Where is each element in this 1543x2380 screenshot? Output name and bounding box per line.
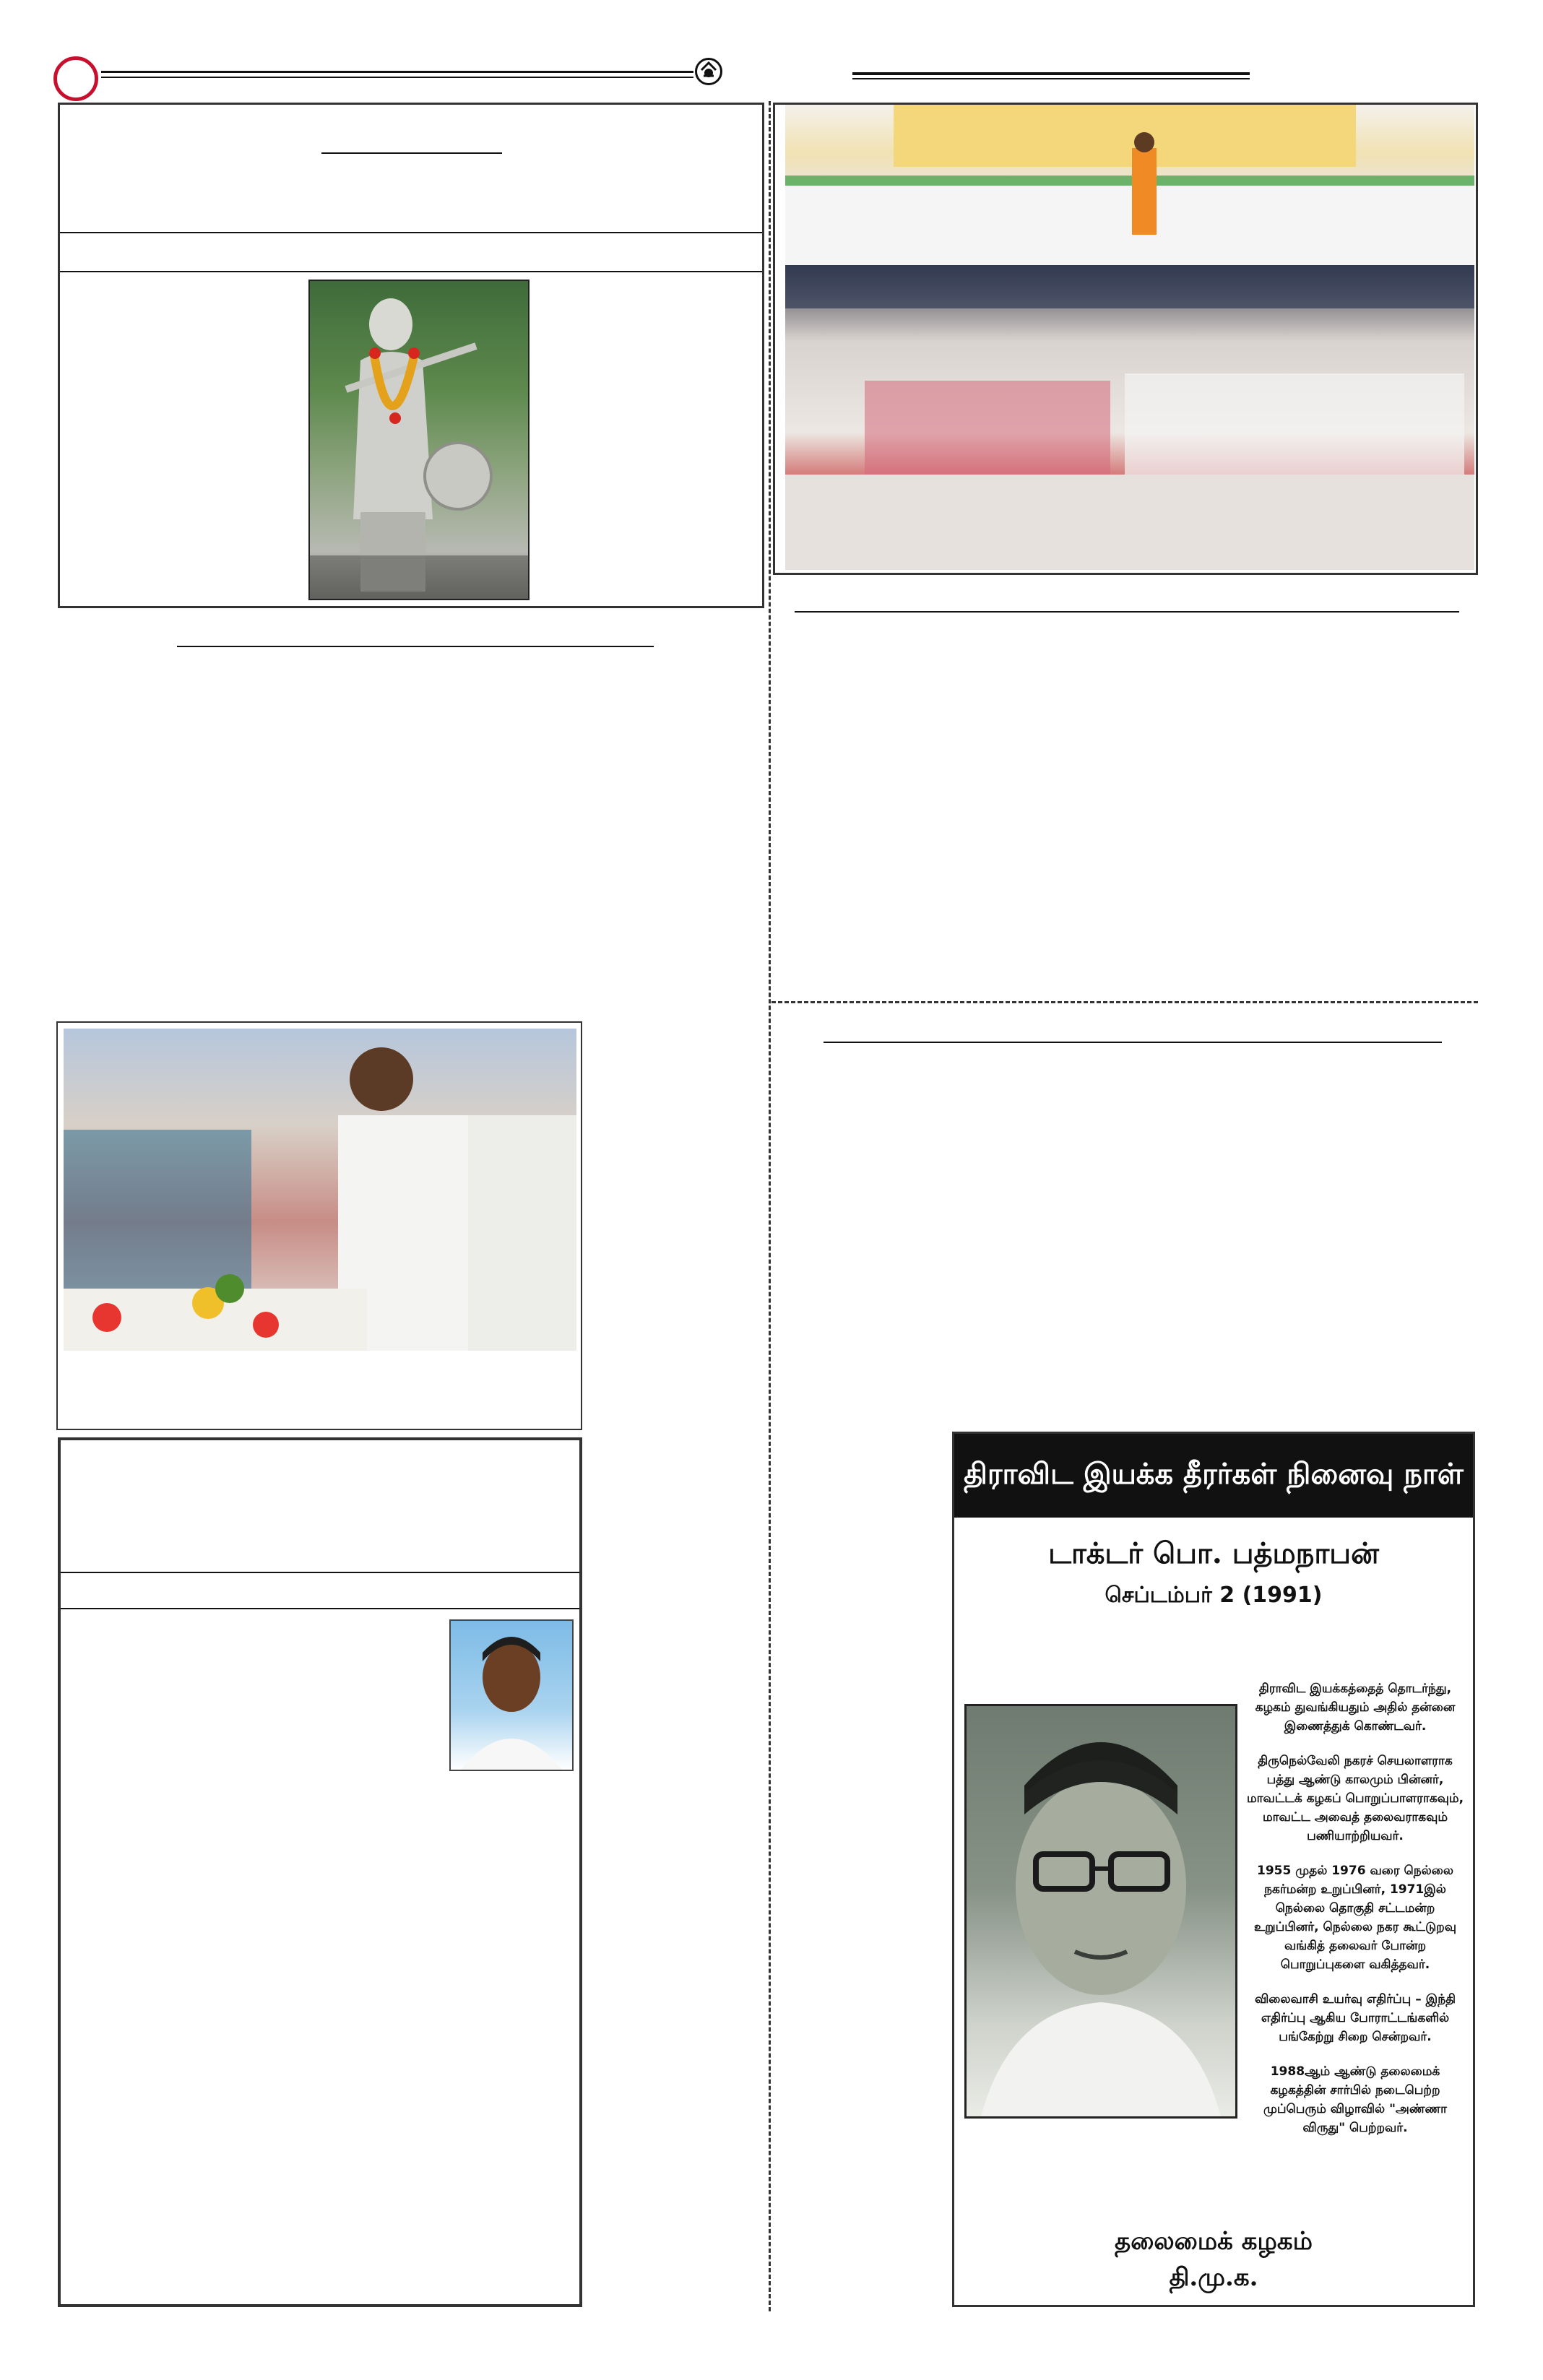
meeting-audience-photo (785, 265, 1474, 570)
rising-sun-emblem-icon (695, 58, 722, 85)
portrait-photo (449, 1619, 574, 1771)
box-divider (61, 1572, 579, 1573)
article-heading-rule (795, 611, 1459, 613)
party-logo-circle-icon (53, 56, 98, 101)
memorial-date: செப்டம்பர் 2 (1991) (1105, 1583, 1323, 1608)
box-heading-rule (321, 152, 502, 154)
masthead-rule (101, 71, 693, 73)
condolence-photo-box (56, 1021, 582, 1430)
memorial-header-text: திராவிட இயக்க தீரர்கள் நினைவு நாள் (964, 1457, 1464, 1491)
portrait-article-box (58, 1437, 582, 2307)
section-separator (772, 1001, 1478, 1003)
memorial-portrait-photo (964, 1704, 1237, 2119)
memorial-header (954, 1434, 1473, 1518)
memorial-bio-paragraph: விலைவாசி உயர்வு எதிர்ப்பு – இந்தி எதிர்ப்பு ஆகிய போராட்டங்களில் பங்கேற்று சிறை சென்றவர். (1254, 1992, 1456, 2044)
article-heading-rule (824, 1042, 1442, 1043)
memorial-bio (1245, 1679, 1466, 2153)
memorial-bio-paragraph: திருநெல்வேலி நகரச் செயலாளராக பத்து ஆண்டு காலமும் பின்னர், மாவட்டக் கழகப் பொறுப்பாளராகவும், மாவட்ட அவைத் தலைவராகவும் பணியாற்றியவர். (1246, 1754, 1464, 1843)
meeting-photo-box (773, 103, 1478, 575)
column-divider (769, 101, 771, 2311)
meeting-stage-photo (785, 105, 1474, 265)
memorial-bio-paragraph: 1988ஆம் ஆண்டு தலைமைக் கழகத்தின் சார்பில் நடைபெற்ற முப்பெரும் விழாவில் "அண்ணா விருது" பெற்றவர். (1263, 2064, 1447, 2135)
box-divider (60, 271, 762, 272)
memorial-footer-line1: தலைமைக் கழகம் (1115, 2227, 1313, 2256)
condolence-photo (64, 1029, 576, 1351)
masthead-rule-right (852, 72, 1250, 75)
box-divider (61, 1608, 579, 1609)
statue-photo (308, 280, 530, 600)
masthead-rule-thin (101, 77, 693, 78)
memorial-bio-paragraph: திராவிட இயக்கத்தைத் தொடர்ந்து, கழகம் துவங்கியதும் அதில் தன்னை இணைத்துக் கொண்டவர். (1255, 1682, 1456, 1734)
masthead-rule-right-thin (852, 78, 1250, 79)
statue-article-box (58, 103, 764, 608)
memorial-notice (952, 1432, 1475, 2307)
memorial-footer-line2: தி.மு.க. (1169, 2263, 1258, 2292)
memorial-name: டாக்டர் பொ. பத்மநாபன் (1048, 1536, 1379, 1570)
article-heading-rule (177, 646, 654, 647)
box-divider (60, 232, 762, 233)
memorial-bio-paragraph: 1955 முதல் 1976 வரை நெல்லை நகர்மன்ற உறுப்பினர், 1971இல் நெல்லை தொகுதி சட்டமன்ற உறுப்பினர், நெல்லை நகர கூட்டுறவு வங்கித் தலைவர் போன்ற பொறுப்புகளை வகித்தவர். (1254, 1864, 1456, 1972)
